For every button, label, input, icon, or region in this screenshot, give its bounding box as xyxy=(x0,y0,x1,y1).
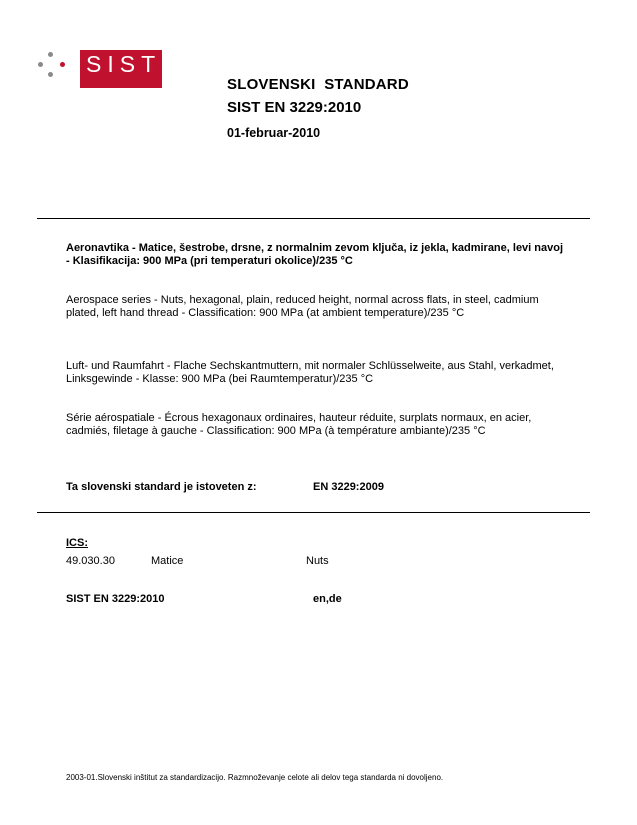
ics-term-slovenian: Matice xyxy=(151,555,184,567)
ics-heading: ICS: xyxy=(66,537,88,549)
divider-bottom xyxy=(37,512,590,513)
reference-languages: en,de xyxy=(313,593,342,605)
document-type: SLOVENSKI STANDARD xyxy=(227,76,409,93)
title-german: Luft- und Raumfahrt - Flache Sechskantmuttern, mit normaler Schlüsselweite, aus Stahl, verkadmet, Linksgewinde - Klasse: 900 MPa (bei Raumtemperatur)/235 °C xyxy=(66,360,554,385)
identical-value: EN 3229:2009 xyxy=(313,481,384,493)
ics-term-english: Nuts xyxy=(306,555,329,567)
logo-dots-icon xyxy=(36,50,72,80)
divider-top xyxy=(37,218,590,219)
identical-label: Ta slovenski standard je istoveten z: xyxy=(66,481,257,493)
reference-code: SIST EN 3229:2010 xyxy=(66,593,165,605)
title-french: Série aérospatiale - Écrous hexagonaux ordinaires, hauteur réduite, surplats normaux, en acier, cadmiés, filetage à gauche - Classification: 900 MPa (à température ambiante)/235 °C xyxy=(66,412,532,437)
title-slovenian: Aeronavtika - Matice, šestrobe, drsne, z normalnim zevom ključa, iz jekla, kadmirane, levi navoj - Klasifikacija: 900 MPa (pri temperaturi okolice)/235 °C xyxy=(66,242,564,267)
ics-code: 49.030.30 xyxy=(66,555,115,567)
copyright-footer: 2003-01.Slovenski inštitut za standardizacijo. Razmnoževanje celote ali delov tega standarda ni dovoljeno. xyxy=(66,773,444,782)
publication-date: 01-februar-2010 xyxy=(227,126,321,140)
sist-logo: SIST xyxy=(80,50,162,88)
title-english: Aerospace series - Nuts, hexagonal, plain, reduced height, normal across flats, in steel, cadmium plated, left hand thread - Classification: 900 MPa (at ambient temperature)/235 °C xyxy=(66,294,539,319)
standard-code: SIST EN 3229:2010 xyxy=(227,99,362,116)
